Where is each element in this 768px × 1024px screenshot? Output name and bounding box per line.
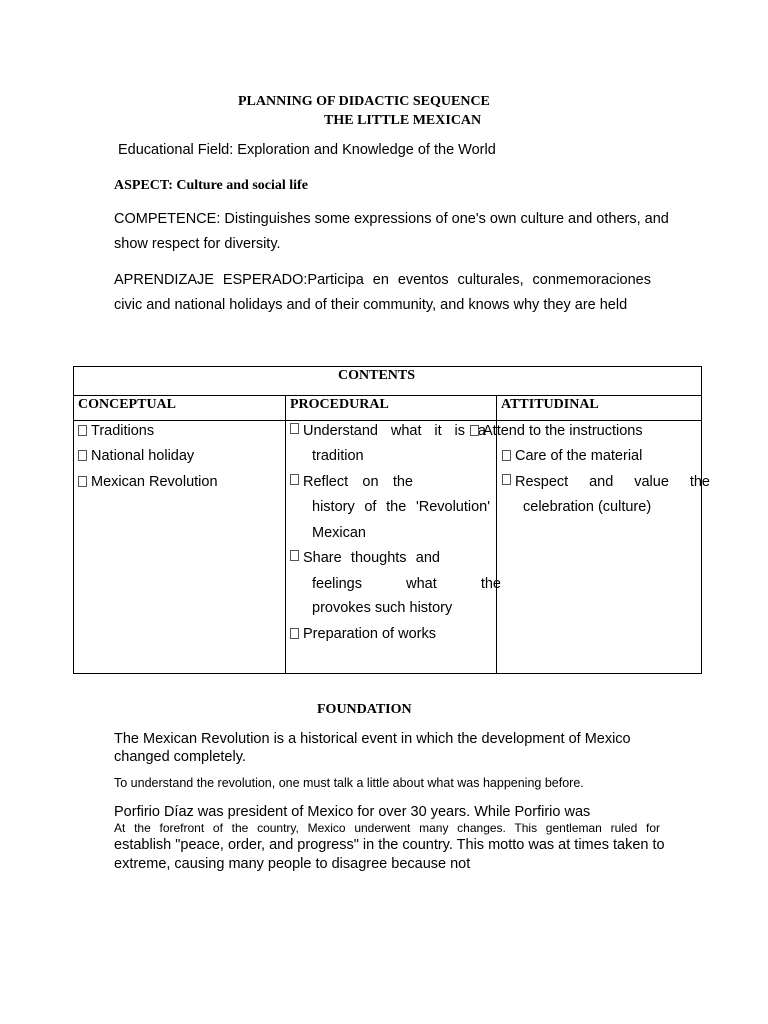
foundation-p1-line-1: The Mexican Revolution is a historical event in which the development of Mexico <box>114 731 631 747</box>
bullet-icon <box>502 474 511 485</box>
procedural-text: Reflect on the <box>303 474 413 490</box>
bullet-icon <box>78 425 87 436</box>
table-divider-header <box>73 395 702 396</box>
header-conceptual: CONCEPTUAL <box>78 397 177 412</box>
conceptual-item <box>78 448 194 464</box>
conceptual-item <box>78 474 218 490</box>
bullet-icon <box>290 628 299 639</box>
foundation-p3-line-3: establish "peace, order, and progress" in the country. This motto was at times taken to <box>114 837 665 853</box>
foundation-p3-line-2: At the forefront of the country, Mexico underwent many changes. This gentleman ruled for <box>114 821 660 835</box>
attitudinal-text: Care of the material <box>515 448 643 464</box>
educational-field: Educational Field: Exploration and Knowledge of the World <box>118 142 496 158</box>
attitudinal-line <box>502 474 710 490</box>
procedural-line: Mexican <box>312 525 366 541</box>
conceptual-item-text: Mexican Revolution <box>91 474 218 490</box>
bullet-icon <box>502 450 511 461</box>
foundation-p3-line-4: extreme, causing many people to disagree because not <box>114 856 471 872</box>
procedural-line: feelings what the <box>312 576 501 592</box>
attitudinal-text: Respect and value the <box>515 474 710 490</box>
foundation-p1-line-2: changed completely. <box>114 749 246 765</box>
document-title: PLANNING OF DIDACTIC SEQUENCE <box>238 94 490 109</box>
contents-title: CONTENTS <box>338 368 416 383</box>
conceptual-item-text: Traditions <box>91 423 155 439</box>
attitudinal-item <box>470 423 643 439</box>
table-col-divider-1 <box>285 395 286 674</box>
bullet-icon <box>78 476 87 487</box>
conceptual-item-text: National holiday <box>91 448 195 464</box>
foundation-paragraph-1 <box>114 730 631 766</box>
attitudinal-item <box>502 474 710 490</box>
header-procedural: PROCEDURAL <box>290 397 389 412</box>
procedural-item <box>290 423 486 439</box>
procedural-item <box>290 626 436 642</box>
conceptual-item <box>78 423 154 439</box>
procedural-text: Preparation of works <box>303 626 436 642</box>
competence-line-2: show respect for diversity. <box>114 236 281 252</box>
foundation-heading: FOUNDATION <box>317 702 412 717</box>
procedural-line <box>290 550 440 566</box>
aprendizaje-line-2: civic and national holidays and of their community, and knows why they are held <box>114 297 628 313</box>
attitudinal-line: celebration (culture) <box>523 499 652 515</box>
aprendizaje-paragraph <box>114 268 654 318</box>
competence-paragraph <box>114 207 688 257</box>
document-subtitle: THE LITTLE MEXICAN <box>324 113 482 128</box>
procedural-line <box>290 423 486 439</box>
bullet-icon <box>290 550 299 561</box>
procedural-text: Share thoughts and <box>303 550 440 566</box>
procedural-text: Understand what it is a <box>303 423 486 439</box>
attitudinal-item <box>502 448 642 464</box>
bullet-icon <box>78 450 87 461</box>
aprendizaje-line-1-text: APRENDIZAJE ESPERADO:Participa en eventos culturales, conmemoraciones <box>114 272 651 288</box>
aprendizaje-line-1 <box>114 268 654 293</box>
bullet-icon <box>290 474 299 485</box>
procedural-item <box>290 474 413 490</box>
header-attitudinal: ATTITUDINAL <box>501 397 599 412</box>
foundation-p3-line-1: Porfirio Díaz was president of Mexico for over 30 years. While Porfirio was <box>114 804 591 820</box>
competence-line-1: COMPETENCE: Distinguishes some expressions of one's own culture and others, and <box>114 211 669 227</box>
procedural-item <box>290 550 440 566</box>
aspect-heading: ASPECT: Culture and social life <box>114 178 308 193</box>
foundation-paragraph-3 <box>114 803 665 874</box>
procedural-line <box>290 474 413 490</box>
attitudinal-text: Attend to the instructions <box>483 423 643 439</box>
bullet-icon <box>290 423 299 434</box>
procedural-line: tradition <box>312 448 364 464</box>
table-divider-columns <box>73 420 702 421</box>
bullet-icon <box>470 425 479 436</box>
procedural-line: provokes such history <box>312 600 453 616</box>
foundation-paragraph-2: To understand the revolution, one must talk a little about what was happening before. <box>114 776 584 790</box>
procedural-line: history of the 'Revolution' <box>312 499 490 515</box>
